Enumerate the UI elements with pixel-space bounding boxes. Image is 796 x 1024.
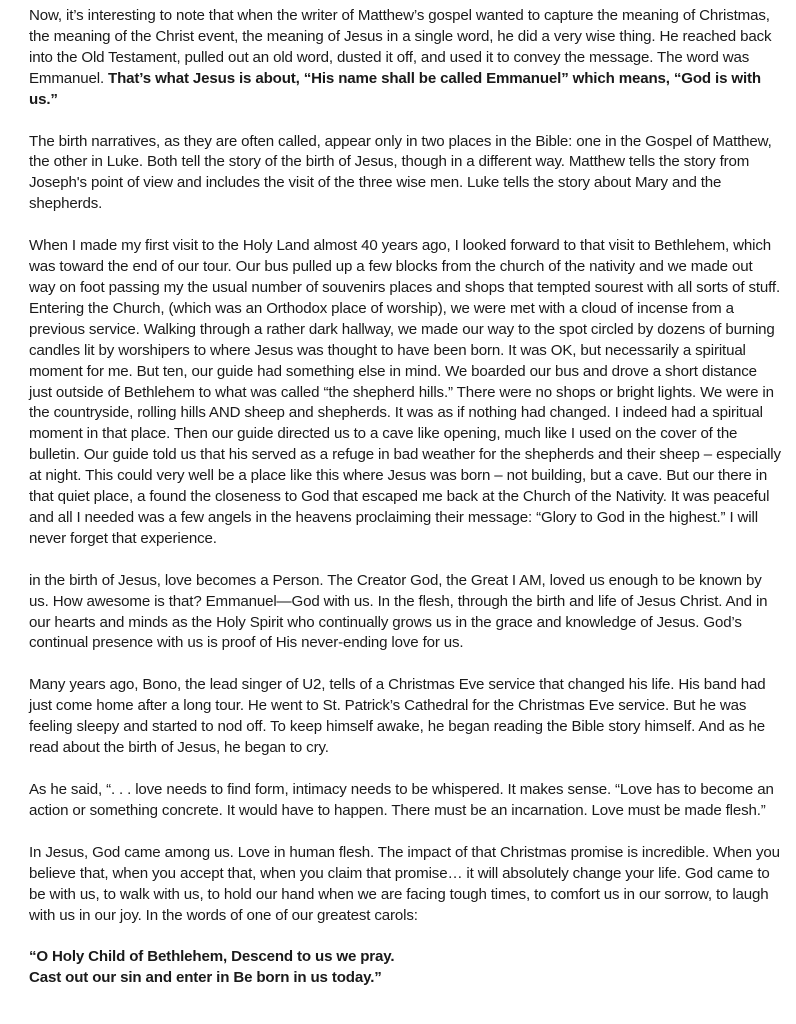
carol-line-1: “O Holy Child of Bethlehem, Descend to us we pray.	[29, 948, 395, 966]
paragraph-love-becomes-person: in the birth of Jesus, love becomes a Person. The Creator God, the Great I AM, loved us enough to be known by us. How awesome is that? Emmanuel—God with us. In the flesh, through the birth and life of Jesus Christ. And in our hearts and minds as the Holy Spirit who continually grows us in the grace and knowledge of Jesus. God’s continual presence with us is proof of His never-ending love for us.	[29, 571, 768, 652]
paragraph-emmanuel	[29, 6, 781, 111]
paragraph-birth-narratives: The birth narratives, as they are often called, appear only in two places in the Bible: one in the Gospel of Matthew, the other in Luke. Both tell the story of the birth of Jesus, though in a different way. Matthew tells the story from Joseph's point of view and includes the visit of the three wise men. Luke tells the story about Mary and the shepherds.	[29, 132, 772, 213]
document-page	[29, 6, 781, 989]
paragraph-bono-story: Many years ago, Bono, the lead singer of U2, tells of a Christmas Eve service that changed his life. His band had just come home after a long tour. He went to St. Patrick’s Cathedral for the Christmas Eve service. But he was feeling sleepy and started to nod off. To keep himself awake, he began reading the Bible story himself. And as he read about the birth of Jesus, he began to cry.	[29, 676, 766, 757]
paragraph-holy-land-visit: When I made my first visit to the Holy Land almost 40 years ago, I looked forward to that visit to Bethlehem, which was toward the end of our tour. Our bus pulled up a few blocks from the church of the nativity and we made out way on foot passing my the usual number of souvenirs places and shops that tempted sourest with all sorts of stuff. Entering the Church, (which was an Orthodox place of worship), we were met with a cloud of incense from a previous service. Walking through a rather dark hallway, we made our way to the spot circled by dozens of burning candles lit by worshipers to where Jesus was thought to have been born. It was OK, but necessarily a spiritual moment for me. But ten, our guide had something else in mind. We boarded our bus and drove a short distance just outside of Bethlehem to what was called “the shepherd hills.” There were no shops or bright lights. We were in the countryside, rolling hills AND sheep and shepherds. It was as if nothing had changed. I indeed had a spiritual moment in that place. Then our guide directed us to a cave like opening, much like I used on the cover of the bulletin. Our guide told us that his served as a refuge in bad weather for the shepherds and their sheep – especially at night. This could very well be a place like this where Jesus was born – not building, but a cave. But our there in that quiet place, a found the closeness to God that escaped me back at the Church of the Nativity. It was peaceful and all I needed was a few angels in the heavens proclaiming their message: “Glory to God in the highest.” I will never forget that experience.	[29, 237, 781, 547]
paragraph-christmas-promise: In Jesus, God came among us. Love in human flesh. The impact of that Christmas promise is incredible. When you believe that, when you accept that, when you claim that promise… it will absolutely change your life. God came to be with us, to walk with us, to hold our hand when we are facing tough times, to comfort us in our sorrow, to laugh with us in our joy. In the words of one of our greatest carols:	[29, 843, 780, 924]
carol-quote	[29, 947, 781, 989]
carol-line-2: Cast out our sin and enter in Be born in us today.”	[29, 969, 382, 987]
paragraph-bono-quote: As he said, “. . . love needs to find form, intimacy needs to be whispered. It makes sense. “Love has to become an action or something concrete. It would have to happen. There must be an incarnation. Love must be made flesh.”	[29, 781, 774, 819]
paragraph-emmanuel-text: Now, it’s interesting to note that when the writer of Matthew’s gospel wanted to capture the meaning of Christmas, the meaning of the Christ event, the meaning of Jesus in a single word, he did a very wise thing. He reached back into the Old Testament, pulled out an old word, dusted it off, and used it to convey the message. The word was Emmanuel.	[29, 7, 772, 87]
emmanuel-bold-quote: That’s what Jesus is about, “His name shall be called Emmanuel” which means, “God is with us.”	[29, 69, 761, 108]
